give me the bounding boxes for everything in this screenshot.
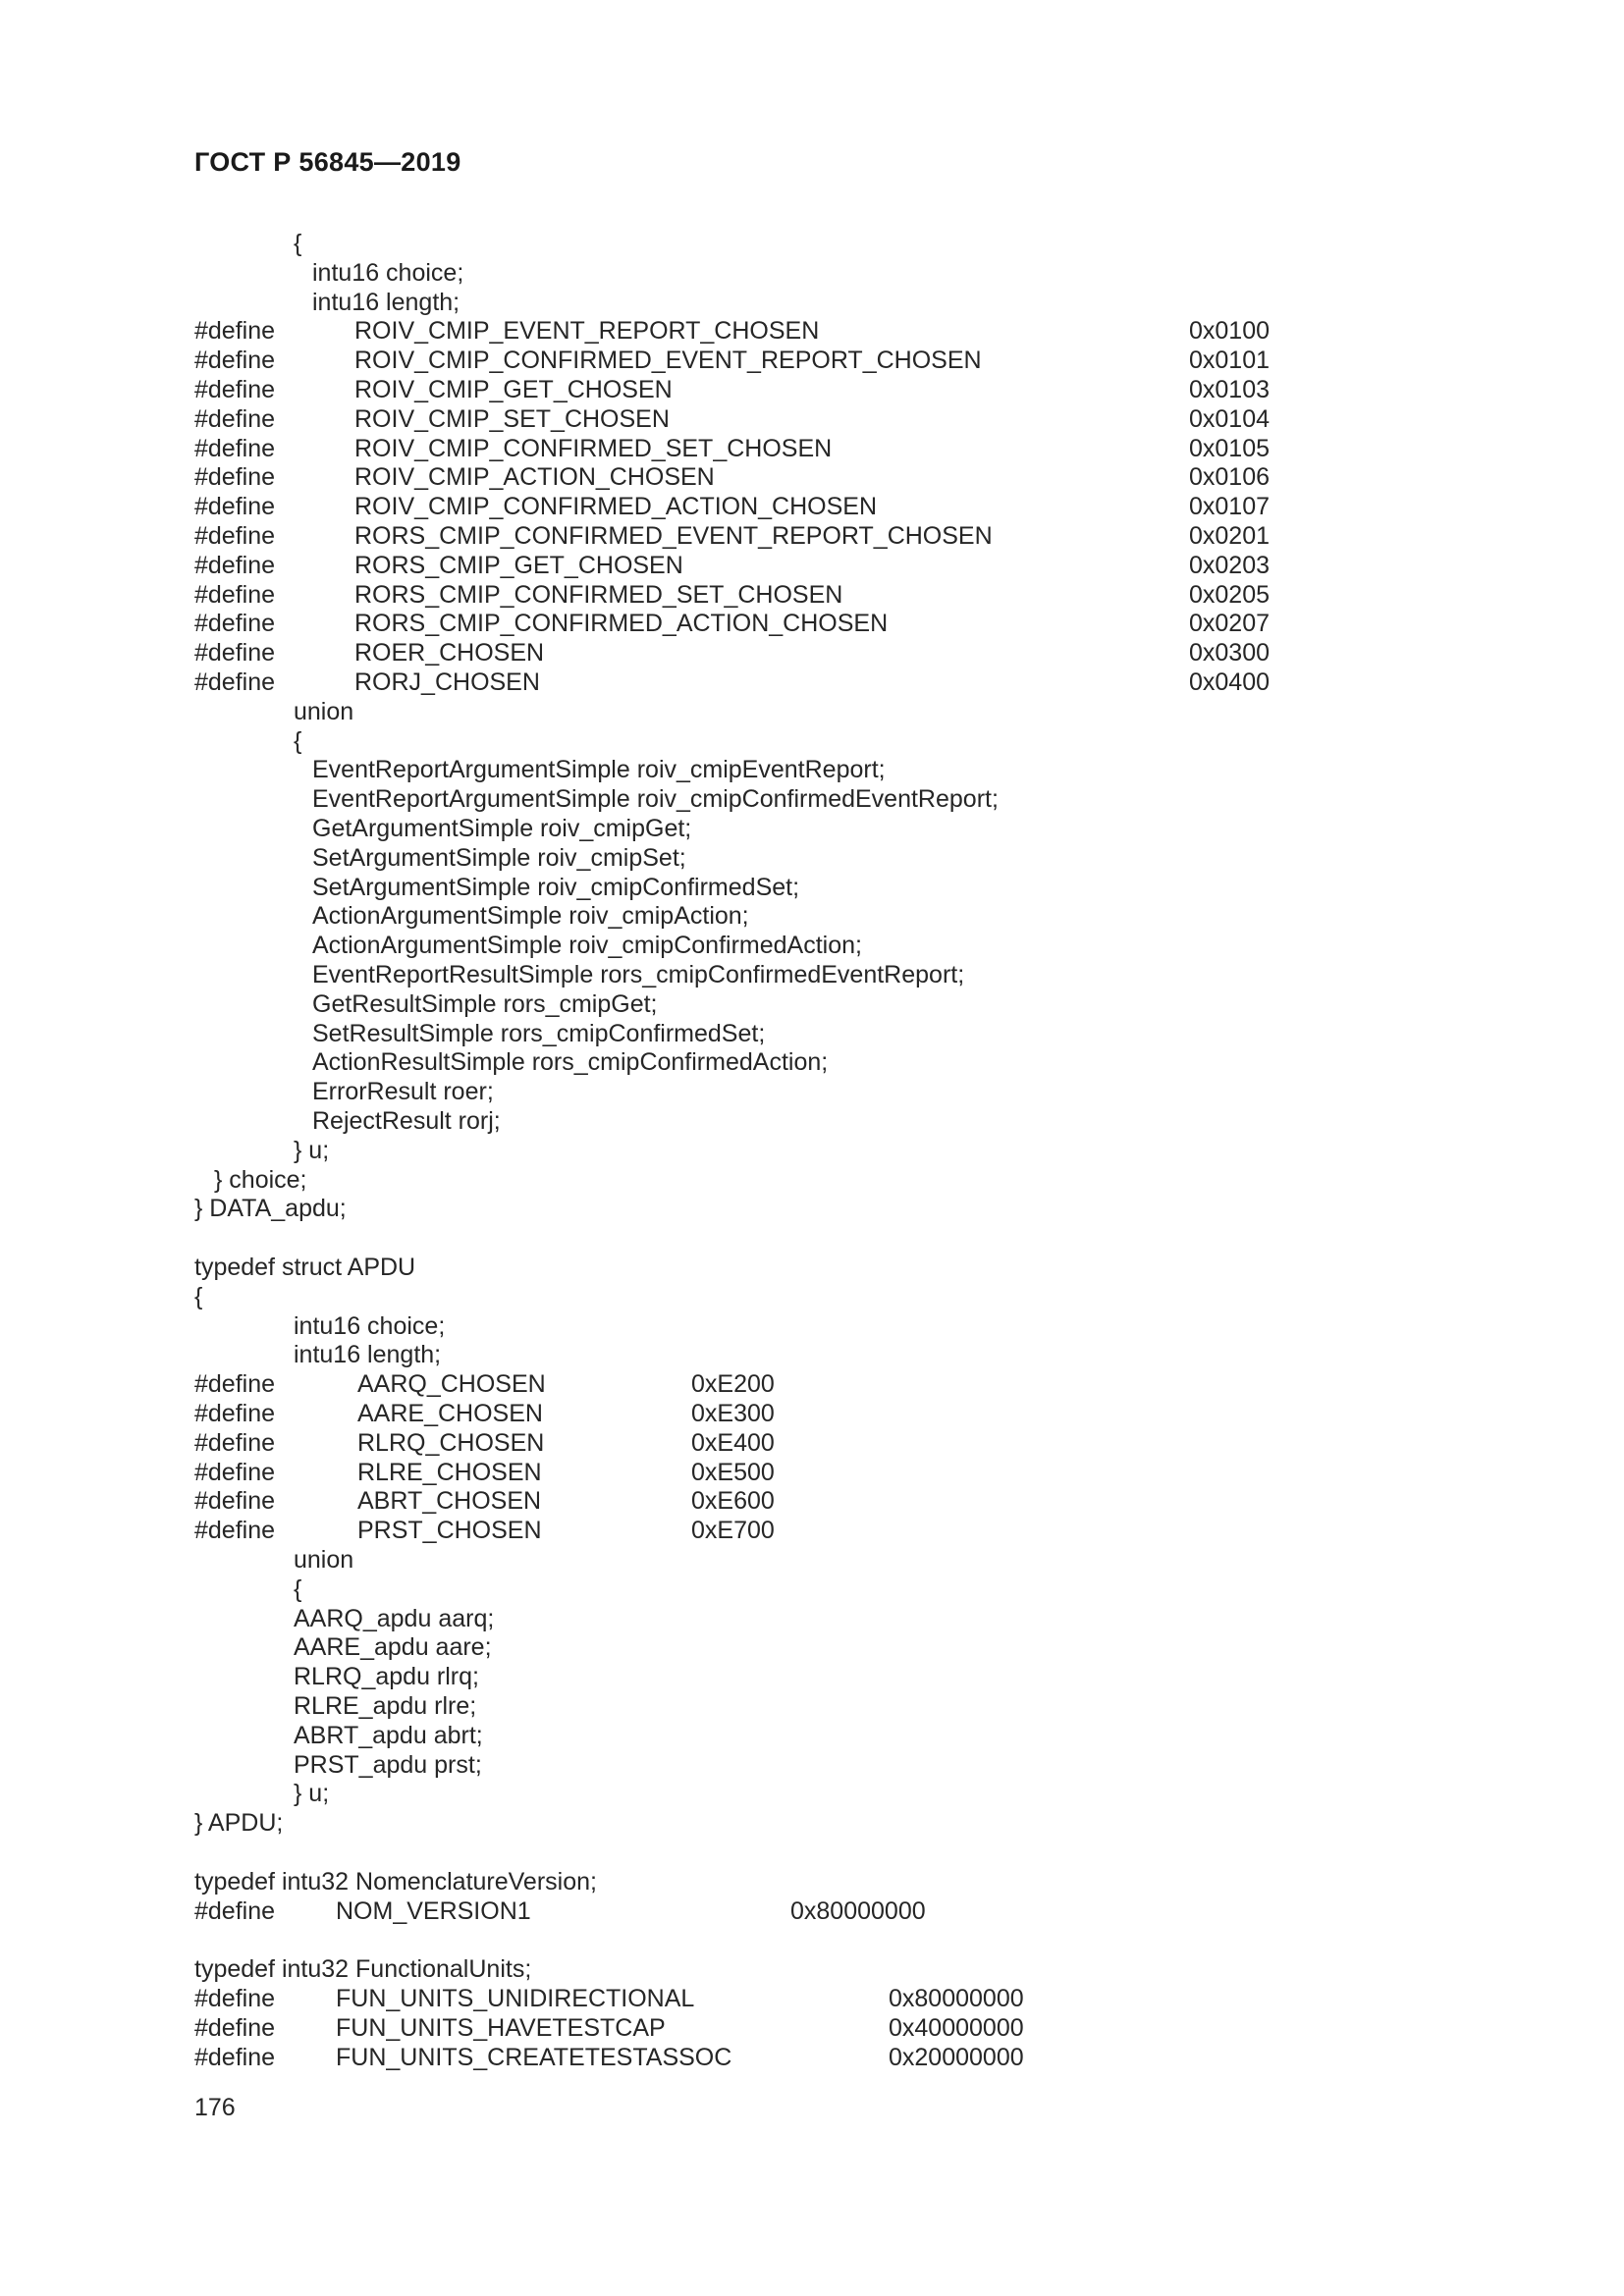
define-keyword: #define <box>194 1517 276 1545</box>
define-value: 0x0103 <box>1189 376 1271 403</box>
define-name: ROER_CHOSEN <box>354 639 545 667</box>
define-value: 0x0101 <box>1189 347 1271 375</box>
define-value: 0x80000000 <box>889 1985 1024 2012</box>
define-keyword: #define <box>194 404 276 433</box>
define-name: FUN_UNITS_UNIDIRECTIONAL <box>336 1985 695 2012</box>
define-keyword: #define <box>194 1370 276 1399</box>
struct-field: intu16 choice; <box>294 1311 446 1340</box>
define-keyword: #define <box>194 610 276 638</box>
struct-field: intu16 length; <box>294 1341 442 1369</box>
close-brace: } u; <box>294 1780 330 1808</box>
define-keyword: #define <box>194 317 276 346</box>
union-member: EventReportArgumentSimple roiv_cmipConfirmedEventReport; <box>312 785 999 814</box>
define-value: 0x20000000 <box>889 2043 1024 2071</box>
define-name: ABRT_CHOSEN <box>357 1487 542 1516</box>
page-number: 176 <box>194 2094 236 2121</box>
union-member: RejectResult rorj; <box>312 1107 501 1135</box>
define-name: PRST_CHOSEN <box>357 1517 542 1545</box>
define-name: RLRQ_CHOSEN <box>357 1428 545 1457</box>
define-name: ROIV_CMIP_EVENT_REPORT_CHOSEN <box>354 317 820 346</box>
define-value: 0x0107 <box>1189 493 1271 521</box>
define-name: AARQ_CHOSEN <box>357 1370 546 1399</box>
union-keyword: union <box>294 1546 354 1574</box>
define-keyword: #define <box>194 551 276 579</box>
define-name: RORJ_CHOSEN <box>354 668 540 696</box>
define-value: 0x80000000 <box>790 1896 926 1925</box>
define-keyword: #define <box>194 1896 276 1925</box>
define-keyword: #define <box>194 580 276 609</box>
define-keyword: #define <box>194 2043 276 2071</box>
define-value: 0x0104 <box>1189 404 1271 433</box>
typedef-line: typedef intu32 FunctionalUnits; <box>194 1955 532 1984</box>
define-name: FUN_UNITS_CREATETESTASSOC <box>336 2043 732 2071</box>
define-keyword: #define <box>194 463 276 492</box>
define-value: 0x0106 <box>1189 463 1271 492</box>
define-value: 0x0207 <box>1189 610 1271 638</box>
define-keyword: #define <box>194 347 276 375</box>
define-name: FUN_UNITS_HAVETESTCAP <box>336 2013 666 2042</box>
union-member: EventReportArgumentSimple roiv_cmipEventReport; <box>312 756 886 784</box>
define-name: ROIV_CMIP_CONFIRMED_SET_CHOSEN <box>354 434 833 462</box>
define-keyword: #define <box>194 493 276 521</box>
define-keyword: #define <box>194 1985 276 2012</box>
define-keyword: #define <box>194 1400 276 1427</box>
union-member: ActionResultSimple rors_cmipConfirmedAction; <box>312 1048 829 1077</box>
define-keyword: #define <box>194 639 276 667</box>
union-member: ABRT_apdu abrt; <box>294 1721 483 1749</box>
union-member: ActionArgumentSimple roiv_cmipConfirmedAction; <box>312 932 862 960</box>
define-value: 0xE300 <box>691 1400 775 1427</box>
define-name: ROIV_CMIP_GET_CHOSEN <box>354 376 673 403</box>
union-member: GetArgumentSimple roiv_cmipGet; <box>312 815 692 842</box>
define-name: NOM_VERSION1 <box>336 1896 531 1925</box>
define-value: 0xE600 <box>691 1487 775 1516</box>
union-member: EventReportResultSimple rors_cmipConfirmedEventReport; <box>312 961 965 988</box>
define-keyword: #define <box>194 2013 276 2042</box>
close-brace: } choice; <box>214 1165 307 1194</box>
union-member: RLRQ_apdu rlrq; <box>294 1663 479 1691</box>
document-header: ГОСТ Р 56845—2019 <box>194 147 461 177</box>
union-member: GetResultSimple rors_cmipGet; <box>312 989 658 1018</box>
define-name: RLRE_CHOSEN <box>357 1458 542 1486</box>
union-member: RLRE_apdu rlre; <box>294 1692 477 1720</box>
define-value: 0x40000000 <box>889 2013 1024 2042</box>
open-brace: { <box>294 230 302 257</box>
define-keyword: #define <box>194 1428 276 1457</box>
open-brace: { <box>294 726 302 755</box>
typedef-line: typedef struct APDU <box>194 1254 416 1281</box>
union-member: ErrorResult roer; <box>312 1078 494 1106</box>
typedef-line: typedef intu32 NomenclatureVersion; <box>194 1867 597 1896</box>
define-name: RORS_CMIP_GET_CHOSEN <box>354 551 683 579</box>
close-brace: } APDU; <box>194 1809 284 1838</box>
union-member: AARQ_apdu aarq; <box>294 1604 495 1632</box>
close-brace: } DATA_apdu; <box>194 1195 347 1223</box>
define-keyword: #define <box>194 522 276 550</box>
define-value: 0x0300 <box>1189 639 1271 667</box>
define-name: RORS_CMIP_CONFIRMED_SET_CHOSEN <box>354 580 843 609</box>
define-name: AARE_CHOSEN <box>357 1400 543 1427</box>
define-value: 0x0205 <box>1189 580 1271 609</box>
open-brace: { <box>294 1575 302 1603</box>
union-member: SetResultSimple rors_cmipConfirmedSet; <box>312 1019 766 1047</box>
define-keyword: #define <box>194 376 276 403</box>
define-value: 0x0201 <box>1189 522 1271 550</box>
define-value: 0x0100 <box>1189 317 1271 346</box>
union-member: SetArgumentSimple roiv_cmipConfirmedSet; <box>312 873 800 901</box>
union-member: SetArgumentSimple roiv_cmipSet; <box>312 843 686 872</box>
define-keyword: #define <box>194 434 276 462</box>
define-keyword: #define <box>194 1487 276 1516</box>
define-name: RORS_CMIP_CONFIRMED_EVENT_REPORT_CHOSEN <box>354 522 993 550</box>
define-value: 0xE700 <box>691 1517 775 1545</box>
open-brace: { <box>194 1282 203 1310</box>
define-keyword: #define <box>194 668 276 696</box>
union-member: AARE_apdu aare; <box>294 1633 492 1662</box>
define-value: 0x0203 <box>1189 551 1271 579</box>
close-brace: } u; <box>294 1136 330 1164</box>
define-name: ROIV_CMIP_SET_CHOSEN <box>354 404 670 433</box>
define-value: 0x0400 <box>1189 668 1271 696</box>
define-name: ROIV_CMIP_CONFIRMED_EVENT_REPORT_CHOSEN <box>354 347 982 375</box>
define-name: ROIV_CMIP_CONFIRMED_ACTION_CHOSEN <box>354 493 878 521</box>
union-keyword: union <box>294 697 354 725</box>
union-member: PRST_apdu prst; <box>294 1750 482 1779</box>
struct-field: intu16 length; <box>312 288 460 316</box>
define-value: 0xE500 <box>691 1458 775 1486</box>
define-value: 0xE400 <box>691 1428 775 1457</box>
define-value: 0xE200 <box>691 1370 775 1399</box>
define-value: 0x0105 <box>1189 434 1271 462</box>
define-name: ROIV_CMIP_ACTION_CHOSEN <box>354 463 715 492</box>
define-keyword: #define <box>194 1458 276 1486</box>
define-name: RORS_CMIP_CONFIRMED_ACTION_CHOSEN <box>354 610 889 638</box>
struct-field: intu16 choice; <box>312 258 464 287</box>
union-member: ActionArgumentSimple roiv_cmipAction; <box>312 902 749 931</box>
